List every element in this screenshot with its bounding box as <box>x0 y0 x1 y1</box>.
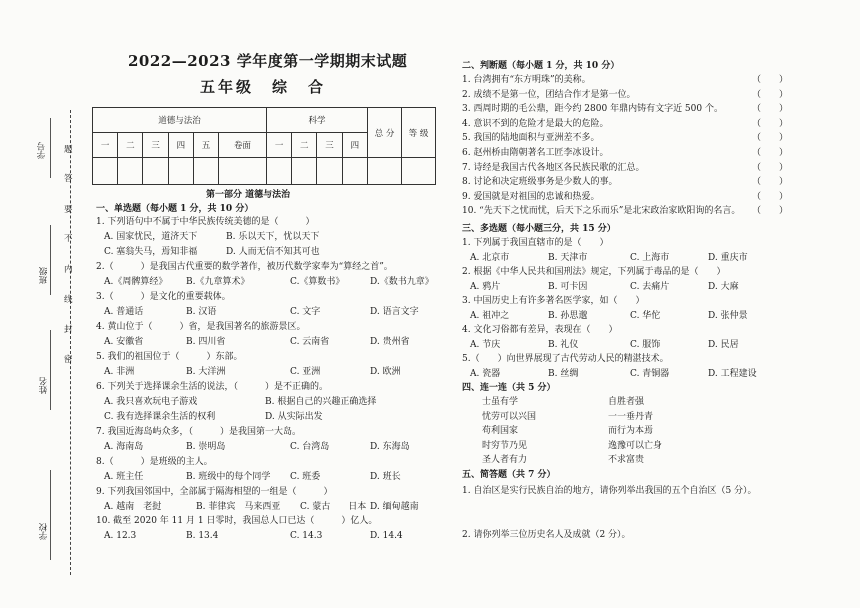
option[interactable]: A. 我只喜欢玩电子游戏 <box>104 397 198 407</box>
match-right-item[interactable]: 而行为本焉 <box>608 426 654 436</box>
option[interactable]: A. 安徽省 <box>104 337 144 347</box>
score-cell[interactable] <box>143 158 168 185</box>
sec2-title: 二、判断题（每小题 1 分，共 10 分） <box>462 61 620 71</box>
option[interactable]: B. 班级中的每个同学 <box>186 472 271 482</box>
option[interactable]: D. 贵州省 <box>370 337 410 347</box>
question-text: 7. 我国近海岛屿众多，（ ）是我国第一大岛。 <box>96 427 301 437</box>
question-text: 1. 下列属于我国直辖市的是（ ） <box>462 238 609 248</box>
option[interactable]: A. 班主任 <box>104 472 144 482</box>
option[interactable]: B. 丝绸 <box>548 368 579 379</box>
question-text: 3.（ ）是文化的重要载体。 <box>96 292 231 302</box>
score-cell[interactable] <box>193 158 218 185</box>
match-left-item[interactable]: 时穷节乃见 <box>482 440 528 451</box>
score-table <box>92 107 436 185</box>
seal-char: 题 <box>64 145 73 155</box>
score-col: 二 <box>118 133 143 158</box>
answer-paren[interactable]: （ ） <box>752 162 789 173</box>
statement-text: 6. 赵州桥由隋朝著名工匠李冰设计。 <box>462 148 609 158</box>
answer-area-q1[interactable] <box>470 500 830 524</box>
option[interactable]: B.《九章算术》 <box>186 277 250 287</box>
answer-paren[interactable]: （ ） <box>752 133 789 144</box>
seal-char: 答 <box>64 174 73 184</box>
score-header-grade: 等 级 <box>402 108 436 158</box>
sec3-title: 三、多选题（每小题三分，共 15 分） <box>462 224 616 234</box>
student-no-field-line[interactable] <box>50 118 51 178</box>
option[interactable]: D.《数书九章》 <box>370 277 434 287</box>
question-text: 2. 根据《中华人民共和国刑法》规定，下列属于毒品的是（ ） <box>462 267 726 277</box>
score-col: 四 <box>168 133 193 158</box>
match-left-item[interactable]: 忧劳可以兴国 <box>482 411 537 422</box>
option[interactable]: B. 汉语 <box>186 307 217 317</box>
question-text: 8.（ ）是班级的主人。 <box>96 457 213 467</box>
part1-heading: 第一部分 道德与法治 <box>206 190 291 200</box>
statement-text: 2. 成绩不是第一位，团结合作才是第一位。 <box>462 89 636 100</box>
match-right-item[interactable]: 一一垂丹青 <box>608 411 654 422</box>
option[interactable]: D. 人而无信不知其可也 <box>226 247 320 257</box>
statement-text: 3. 西周时期的毛公鼎，距今约 2800 年鼎内铸有文字近 500 个。 <box>462 104 723 115</box>
seal-char: 封 <box>64 325 73 335</box>
score-cell[interactable] <box>292 158 317 185</box>
option[interactable]: A. 祖冲之 <box>470 310 510 321</box>
option[interactable]: A. 海南岛 <box>104 442 144 452</box>
question-text: 9. 下列我国邻国中，全部属于隔海相望的一组是（ ） <box>96 487 333 497</box>
option[interactable]: D. 张仲景 <box>708 310 748 321</box>
question-text: 4. 黄山位于（ ）省，是我国著名的旅游景区。 <box>96 322 306 332</box>
option[interactable]: B. 礼仪 <box>548 339 579 350</box>
option[interactable]: D. 大麻 <box>708 281 739 292</box>
statement-text: 7. 诗经是我国古代各地区各民族民歌的汇总。 <box>462 162 645 173</box>
option[interactable]: C. 亚洲 <box>290 367 321 377</box>
option[interactable]: C. 班委 <box>290 472 321 482</box>
option[interactable]: C. 文字 <box>290 307 321 317</box>
option[interactable]: D. 班长 <box>370 472 401 482</box>
score-cell[interactable] <box>342 158 367 185</box>
match-left-item[interactable]: 圣人者有力 <box>482 455 528 465</box>
option[interactable]: A. 瓷器 <box>470 368 501 379</box>
option[interactable]: B. 大洋洲 <box>186 367 226 377</box>
seal-char: 密 <box>64 355 73 365</box>
school-field-line[interactable] <box>50 470 51 560</box>
statement-text: 4. 意识不到的危险才是最大的危险。 <box>462 118 609 129</box>
answer-paren[interactable]: （ ） <box>752 206 789 217</box>
answer-paren[interactable]: （ ） <box>752 148 789 158</box>
match-right-item[interactable]: 自胜者强 <box>608 397 645 407</box>
option[interactable]: D. 语言文字 <box>370 307 419 317</box>
student-no-label: 学号 <box>37 142 47 159</box>
option[interactable]: A. 北京市 <box>470 252 510 263</box>
short-answer-q1: 1. 自治区是实行民族自治的地方，请你列举出我国的五个自治区（5 分）。 <box>462 486 757 496</box>
score-col: 三 <box>317 133 342 158</box>
short-answer-q2: 2. 请你列举三位历史名人及成就（2 分）。 <box>462 530 631 540</box>
seal-char: 内 <box>64 265 73 275</box>
statement-text: 10. “先天下之忧而忧，后天下之乐而乐”是北宋政治家欧阳询的名言。 <box>462 206 741 217</box>
score-header-moral: 道德与法治 <box>93 108 267 133</box>
question-text: 1. 下列语句中不属于中华民族传统美德的是（ ） <box>96 217 315 227</box>
option[interactable]: C. 青铜器 <box>630 368 670 379</box>
sec5-title: 五、简答题（共 7 分） <box>462 470 556 480</box>
option[interactable]: C. 14.3 <box>290 531 323 541</box>
option[interactable]: A. 国家忧民，道济天下 <box>104 232 198 242</box>
score-col: 一 <box>93 133 118 158</box>
match-right-item[interactable]: 不求富贵 <box>608 455 645 465</box>
option[interactable]: C. 上海市 <box>630 252 670 263</box>
option[interactable]: B. 可卡因 <box>548 281 588 292</box>
score-cell[interactable] <box>93 158 118 185</box>
option[interactable]: B. 孙思邈 <box>548 310 588 321</box>
option[interactable]: C.《算数书》 <box>290 277 345 287</box>
option[interactable]: D. 民居 <box>708 339 739 350</box>
option[interactable]: A. 普通话 <box>104 307 144 317</box>
option[interactable]: D. 欧洲 <box>370 367 401 377</box>
score-cell[interactable] <box>402 158 436 185</box>
match-right-item[interactable]: 逸豫可以亡身 <box>608 440 663 451</box>
answer-paren[interactable]: （ ） <box>752 89 789 100</box>
option[interactable]: C. 云南省 <box>290 337 330 347</box>
exam-title: 2022—2023 学年度第一学期期末试题 <box>128 52 408 70</box>
option[interactable]: B. 根据自己的兴趣正确选择 <box>265 397 377 407</box>
score-cell[interactable] <box>317 158 342 185</box>
exam-subtitle: 五年级 综 合 <box>200 78 327 96</box>
match-left-item[interactable]: 士虽有学 <box>482 397 519 407</box>
name-field-line[interactable] <box>50 330 51 410</box>
answer-paren[interactable]: （ ） <box>752 75 789 85</box>
option[interactable]: A. 鸦片 <box>470 281 501 292</box>
answer-paren[interactable]: （ ） <box>752 177 789 188</box>
statement-text: 8. 讨论和决定班级事务是少数人的事。 <box>462 177 618 188</box>
answer-paren[interactable]: （ ） <box>752 118 789 129</box>
option[interactable]: B. 崇明岛 <box>186 442 226 452</box>
question-text: 10. 截至 2020 年 11 月 1 日零时，我国总人口已达（ ）亿人。 <box>96 516 378 526</box>
option[interactable]: B. 天津市 <box>548 252 588 263</box>
question-text: 2.（ ）是我国古代重要的数学著作，被历代数学家奉为“算经之首”。 <box>96 262 393 272</box>
class-field-line[interactable] <box>50 225 51 295</box>
sec4-title: 四、连一连（共 5 分） <box>462 383 556 393</box>
seal-char: 不 <box>64 234 73 244</box>
option[interactable]: C. 去痛片 <box>630 281 670 292</box>
option[interactable]: D. 东海岛 <box>370 442 410 452</box>
score-col: 卷面 <box>219 133 267 158</box>
option[interactable]: C. 台湾岛 <box>290 442 330 452</box>
answer-paren[interactable]: （ ） <box>752 191 789 202</box>
statement-text: 1. 台湾拥有“东方明珠”的美称。 <box>462 75 591 85</box>
question-text: 3. 中国历史上有许多著名医学家，如（ ） <box>462 296 645 306</box>
score-cell[interactable] <box>266 158 291 185</box>
option[interactable]: C. 服饰 <box>630 339 661 350</box>
sec1-title: 一、单选题（每小题 1 分，共 10 分） <box>96 204 254 214</box>
statement-text: 5. 我国的陆地面积与亚洲差不多。 <box>462 133 600 144</box>
option[interactable]: A. 越南 老挝 <box>104 502 162 512</box>
score-cell[interactable] <box>368 158 402 185</box>
answer-area-q2[interactable] <box>470 544 830 584</box>
option[interactable]: D. 缅甸越南 <box>370 502 419 512</box>
score-col: 二 <box>292 133 317 158</box>
question-text: 6. 下列关于选择课余生活的说法，（ ）是不正确的。 <box>96 382 328 392</box>
option[interactable]: B. 13.4 <box>186 531 219 541</box>
score-header-total: 总 分 <box>368 108 402 158</box>
option[interactable]: A.《周髀算经》 <box>104 277 168 287</box>
seal-char: 要 <box>64 205 73 215</box>
question-text: 4. 文化习俗都有差异，表现在（ ） <box>462 325 618 335</box>
question-text: 5.（ ）向世界展现了古代劳动人民的精湛技术。 <box>462 354 669 364</box>
statement-text: 9. 爱国就是对祖国的忠诚和热爱。 <box>462 191 600 202</box>
score-cell[interactable] <box>118 158 143 185</box>
option[interactable]: C. 华佗 <box>630 310 661 321</box>
match-left-item[interactable]: 苟利国家 <box>482 426 519 436</box>
option[interactable]: C. 我有选择课余生活的权利 <box>104 412 216 422</box>
score-cell[interactable] <box>219 158 267 185</box>
score-col: 四 <box>342 133 367 158</box>
option[interactable]: C. 塞翁失马，焉知非福 <box>104 247 198 257</box>
option[interactable]: D. 14.4 <box>370 531 403 541</box>
score-cell[interactable] <box>168 158 193 185</box>
option[interactable]: D. 重庆市 <box>708 252 748 263</box>
name-label: 姓名 <box>39 377 49 394</box>
score-col: 五 <box>193 133 218 158</box>
score-header-science: 科学 <box>266 108 367 133</box>
score-col: 一 <box>266 133 291 158</box>
school-label: 学校 <box>39 523 49 540</box>
option[interactable]: A. 12.3 <box>104 531 137 541</box>
option[interactable]: B. 乐以天下，忧以天下 <box>226 232 320 242</box>
option[interactable]: C. 蒙古 日本 <box>300 502 367 512</box>
answer-paren[interactable]: （ ） <box>752 104 789 115</box>
option[interactable]: B. 四川省 <box>186 337 226 347</box>
score-col: 三 <box>143 133 168 158</box>
option[interactable]: D. 工程建设 <box>708 368 757 379</box>
class-label: 班级 <box>39 267 49 284</box>
question-text: 5. 我们的祖国位于（ ）东部。 <box>96 352 243 362</box>
option[interactable]: D. 从实际出发 <box>265 412 323 422</box>
option[interactable]: B. 菲律宾 马来西亚 <box>196 502 281 512</box>
option[interactable]: A. 非洲 <box>104 367 135 377</box>
option[interactable]: A. 节庆 <box>470 339 501 350</box>
seal-char: 线 <box>64 295 73 305</box>
